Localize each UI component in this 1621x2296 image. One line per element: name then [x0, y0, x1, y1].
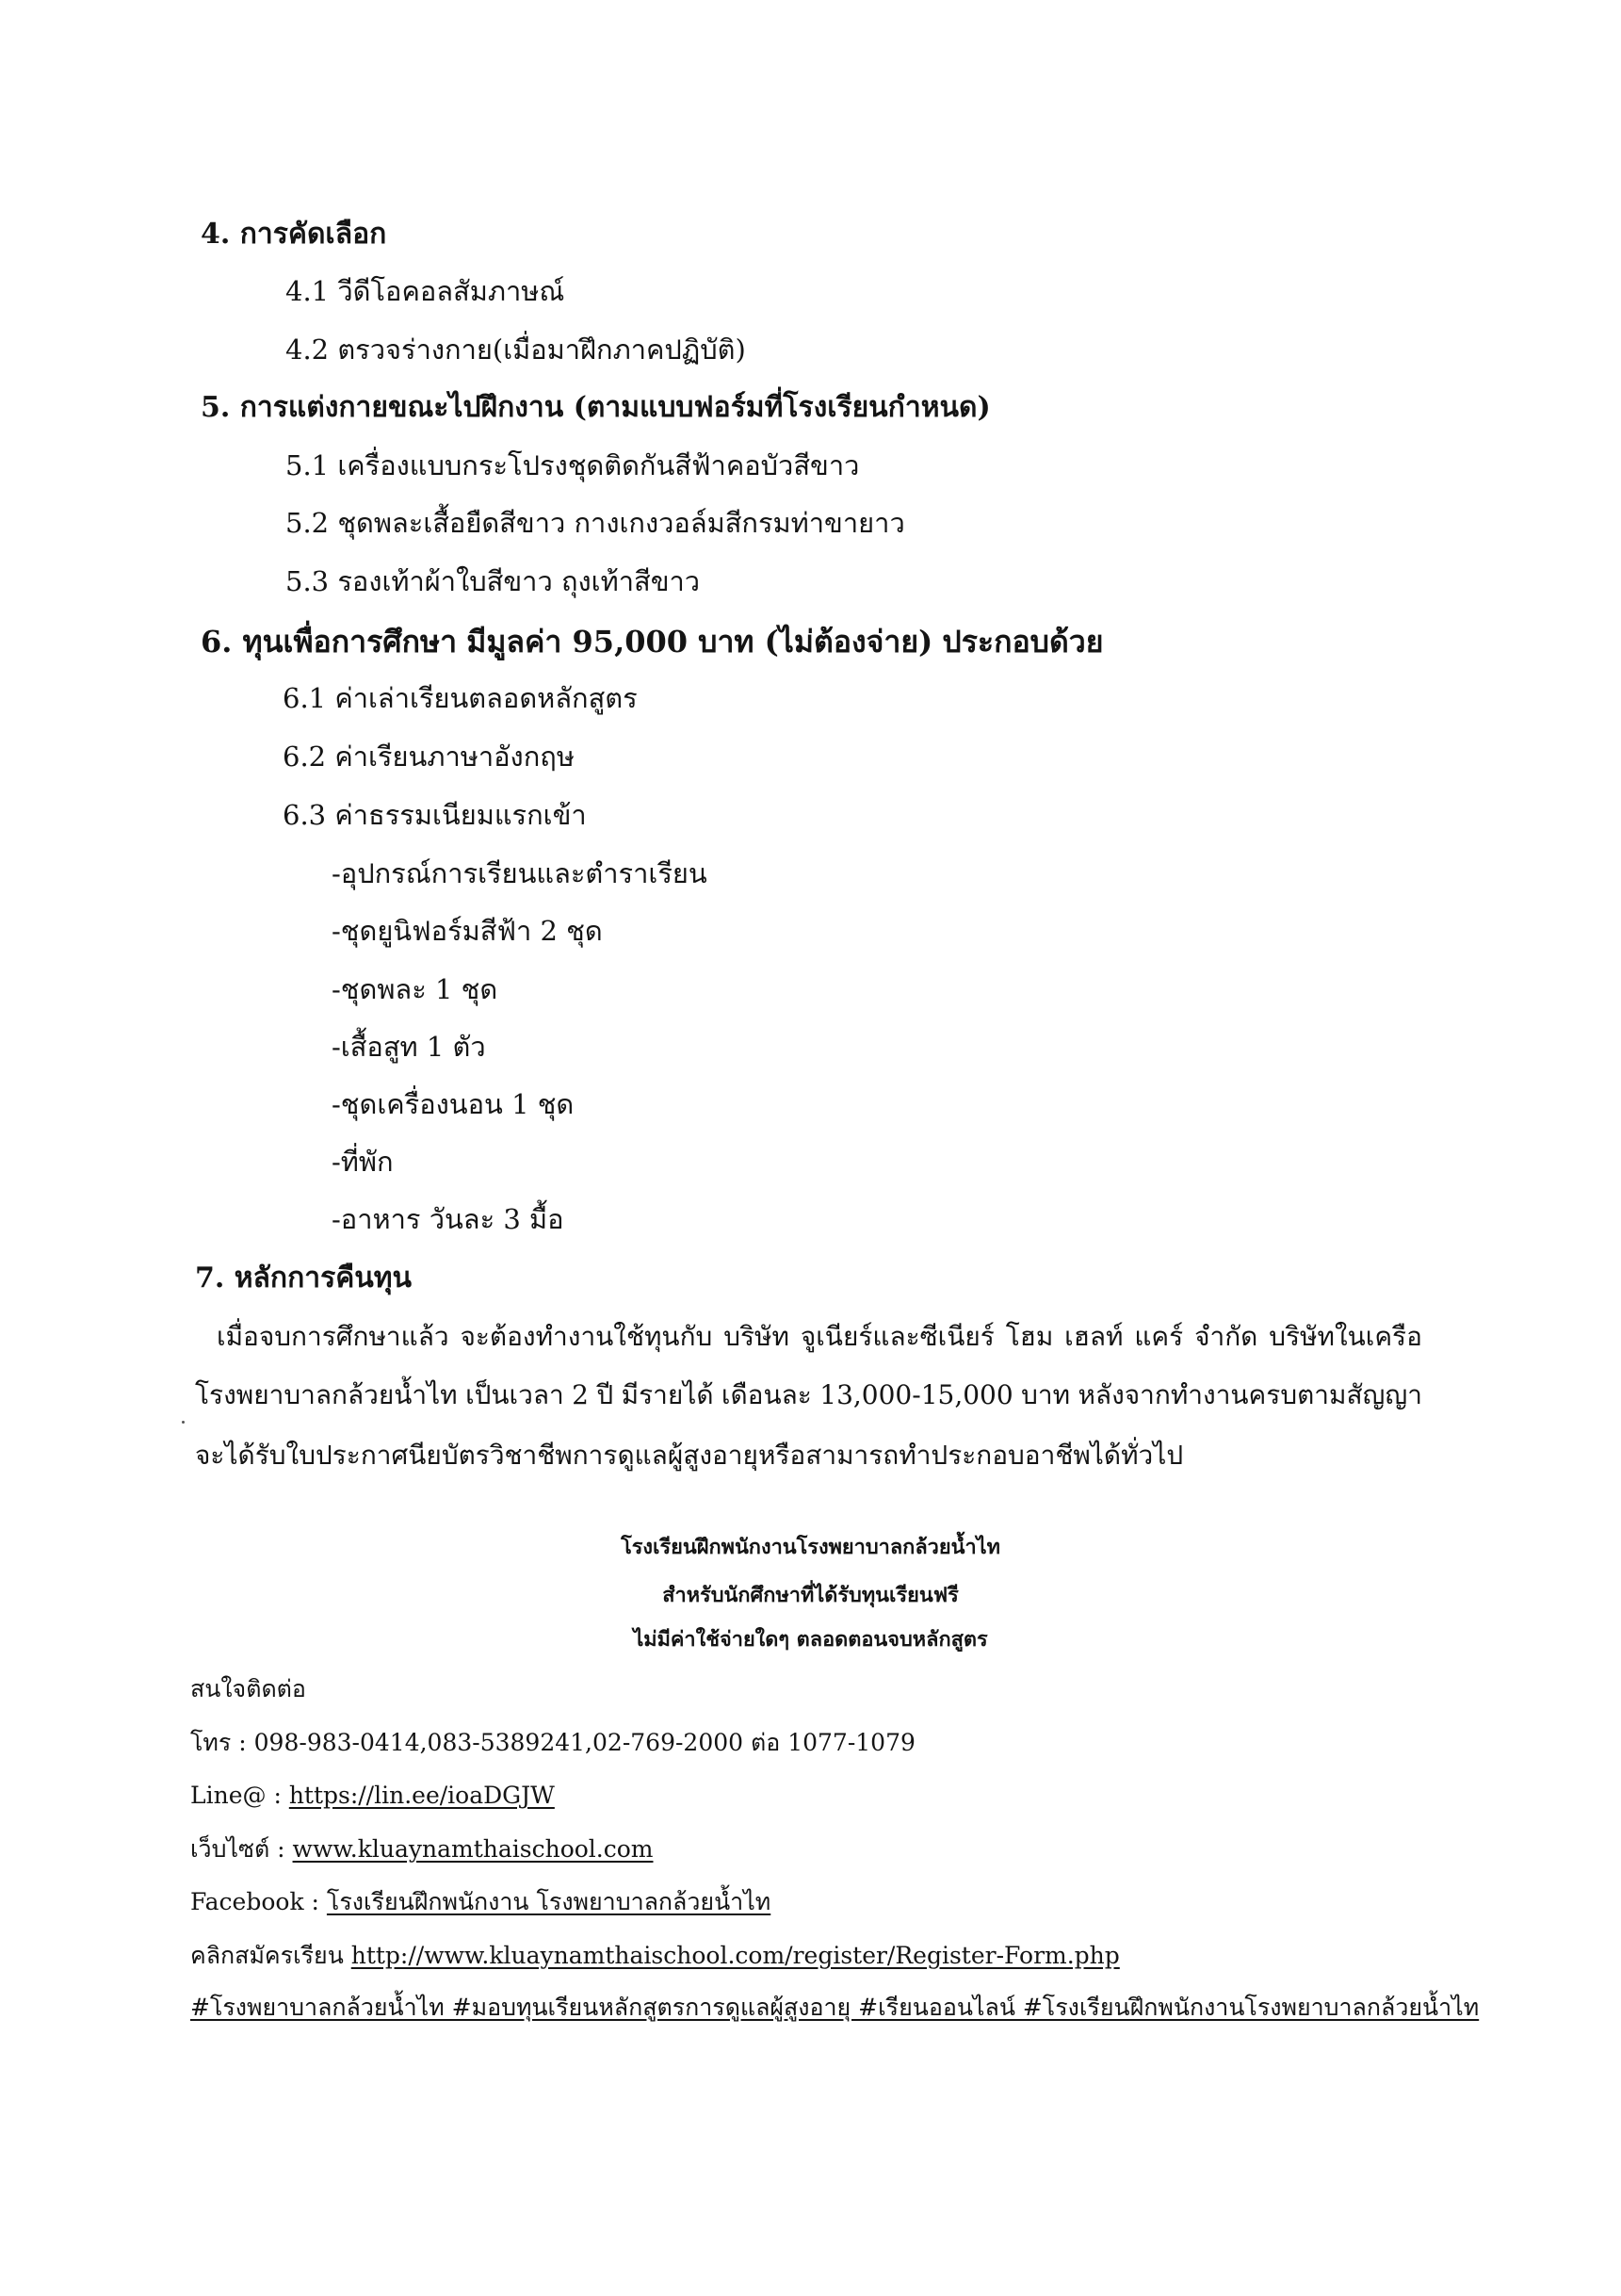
paragraph-word: เฮลท์	[1064, 1321, 1124, 1352]
section-6-subitem: -เสื้อสูท 1 ตัว	[332, 1031, 486, 1063]
paragraph-word: เดือนละ	[721, 1379, 812, 1410]
paragraph-word: โรงพยาบาลกล้วยน้ำไท	[195, 1379, 458, 1410]
scan-dot	[182, 1421, 185, 1424]
section-4-item: 4.2 ตรวจร่างกาย(เมื่อมาฝึกภาคปฏิบัติ)	[285, 334, 746, 366]
register-label: คลิกสมัครเรียน	[190, 1942, 351, 1969]
line-link[interactable]: https://lin.ee/ioaDGJW	[288, 1782, 555, 1809]
section-6-item: 6.2 ค่าเรียนภาษาอังกฤษ	[283, 741, 575, 773]
section-6-item: 6.3 ค่าธรรมเนียมแรกเข้า	[283, 799, 587, 831]
section-5-title: 5. การแต่งกายขณะไปฝึกงาน (ตามแบบฟอร์มที่โรงเรียนกำหนด)	[201, 391, 991, 424]
register-link[interactable]: http://www.kluaynamthaischool.com/register/Register-Form.php	[350, 1942, 1120, 1969]
paragraph-word: แคร์	[1134, 1321, 1184, 1352]
school-name: โรงเรียนฝึกพนักงานโรงพยาบาลกล้วยน้ำไท	[621, 1536, 1000, 1559]
section-6-subitem: -ชุดเครื่องนอน 1 ชุด	[332, 1088, 575, 1120]
section-6-subitem: -ชุดพละ 1 ชุด	[332, 973, 498, 1005]
section-4-title: 4. การคัดเลือก	[201, 218, 387, 251]
facebook-label: Facebook :	[190, 1888, 327, 1915]
section-5-item: 5.3 รองเท้าผ้าใบสีขาว ถุงเท้าสีขาว	[285, 565, 701, 597]
section-5-item: 5.2 ชุดพละเสื้อยืดสีขาว กางเกงวอล์มสีกรมท่าขายาว	[285, 507, 905, 539]
contact-heading: สนใจติดต่อ	[190, 1675, 306, 1702]
paragraph-word: หลังจากทำงานครบตามสัญญา	[1078, 1379, 1422, 1410]
paragraph-word: 2	[572, 1379, 589, 1410]
paragraph-word: โฮม	[1005, 1321, 1054, 1352]
hashtags-link[interactable]: #โรงพยาบาลกล้วยน้ำไท #มอบทุนเรียนหลักสูตรการดูแลผู้สูงอายุ #เรียนออนไลน์ #โรงเรียนฝึกพนักงานโรงพยาบาลกล้วยน้ำไท	[190, 1994, 1480, 2021]
section-6-title-lead: 6. ทุนเพื่อการศึกษา	[201, 624, 458, 659]
section-7-paragraph-line	[195, 1379, 1422, 1410]
section-6-subitem: -อุปกรณ์การเรียนและตำราเรียน	[332, 857, 707, 889]
paragraph-word: จูเนียร์และซีเนียร์	[800, 1321, 995, 1352]
paragraph-word: มีรายได้	[621, 1379, 714, 1410]
contact-phone: โทร : 098-983-0414,083-5389241,02-769-2000 ต่อ 1077-1079	[190, 1729, 916, 1756]
paragraph-word: จะต้องทำงานใช้ทุนกับ	[460, 1321, 713, 1352]
contact-line	[190, 1783, 555, 1807]
contact-website	[190, 1837, 654, 1861]
scholarship-note: สำหรับนักศึกษาที่ได้รับทุนเรียนฟรี	[662, 1584, 959, 1607]
paragraph-word: จำกัด	[1194, 1321, 1258, 1352]
contact-register	[190, 1944, 1120, 1967]
section-7-paragraph-line	[217, 1321, 1422, 1352]
section-7-paragraph-line: จะได้รับใบประกาศนียบัตรวิชาชีพการดูแลผู้สูงอายุหรือสามารถทำประกอบอาชีพได้ทั่วไป	[195, 1440, 1184, 1471]
section-6-title-tail: ประกอบด้วย	[942, 624, 1104, 659]
paragraph-word: ปี	[596, 1379, 614, 1410]
section-6-subitem: -ชุดยูนิฟอร์มสีฟ้า 2 ชุด	[332, 915, 603, 947]
paragraph-word: 13,000-15,000	[819, 1379, 1013, 1410]
section-6-subitem: -ที่พัก	[332, 1146, 394, 1178]
section-5-item: 5.1 เครื่องแบบกระโปรงชุดติดกันสีฟ้าคอบัวสีขาว	[285, 449, 860, 481]
no-cost-note: ไม่มีค่าใช้จ่ายใดๆ ตลอดตอนจบหลักสูตร	[633, 1628, 988, 1652]
paragraph-word: เป็นเวลา	[465, 1379, 564, 1410]
line-label: Line@ :	[190, 1782, 289, 1809]
contact-facebook	[190, 1890, 770, 1913]
website-label: เว็บไซต์ :	[190, 1835, 293, 1863]
section-6-title-value: มีมูลค่า 95,000 บาท (ไม่ต้องจ่าย)	[466, 624, 933, 659]
section-6-subitem: -อาหาร วันละ 3 มื้อ	[332, 1203, 564, 1235]
website-link[interactable]: www.kluaynamthaischool.com	[292, 1835, 654, 1863]
facebook-link[interactable]: โรงเรียนฝึกพนักงาน โรงพยาบาลกล้วยน้ำไท	[326, 1888, 771, 1915]
paragraph-word: เมื่อจบการศึกษาแล้ว	[217, 1321, 449, 1352]
paragraph-word: บริษัท	[723, 1321, 789, 1352]
section-7-title: 7. หลักการคืนทุน	[195, 1262, 413, 1295]
section-4-item: 4.1 วีดีโอคอลสัมภาษณ์	[285, 275, 565, 307]
section-6-item: 6.1 ค่าเล่าเรียนตลอดหลักสูตร	[283, 682, 638, 714]
section-6-title	[201, 624, 1104, 659]
paragraph-word: บริษัทในเครือ	[1269, 1321, 1422, 1352]
paragraph-word: บาท	[1021, 1379, 1071, 1410]
